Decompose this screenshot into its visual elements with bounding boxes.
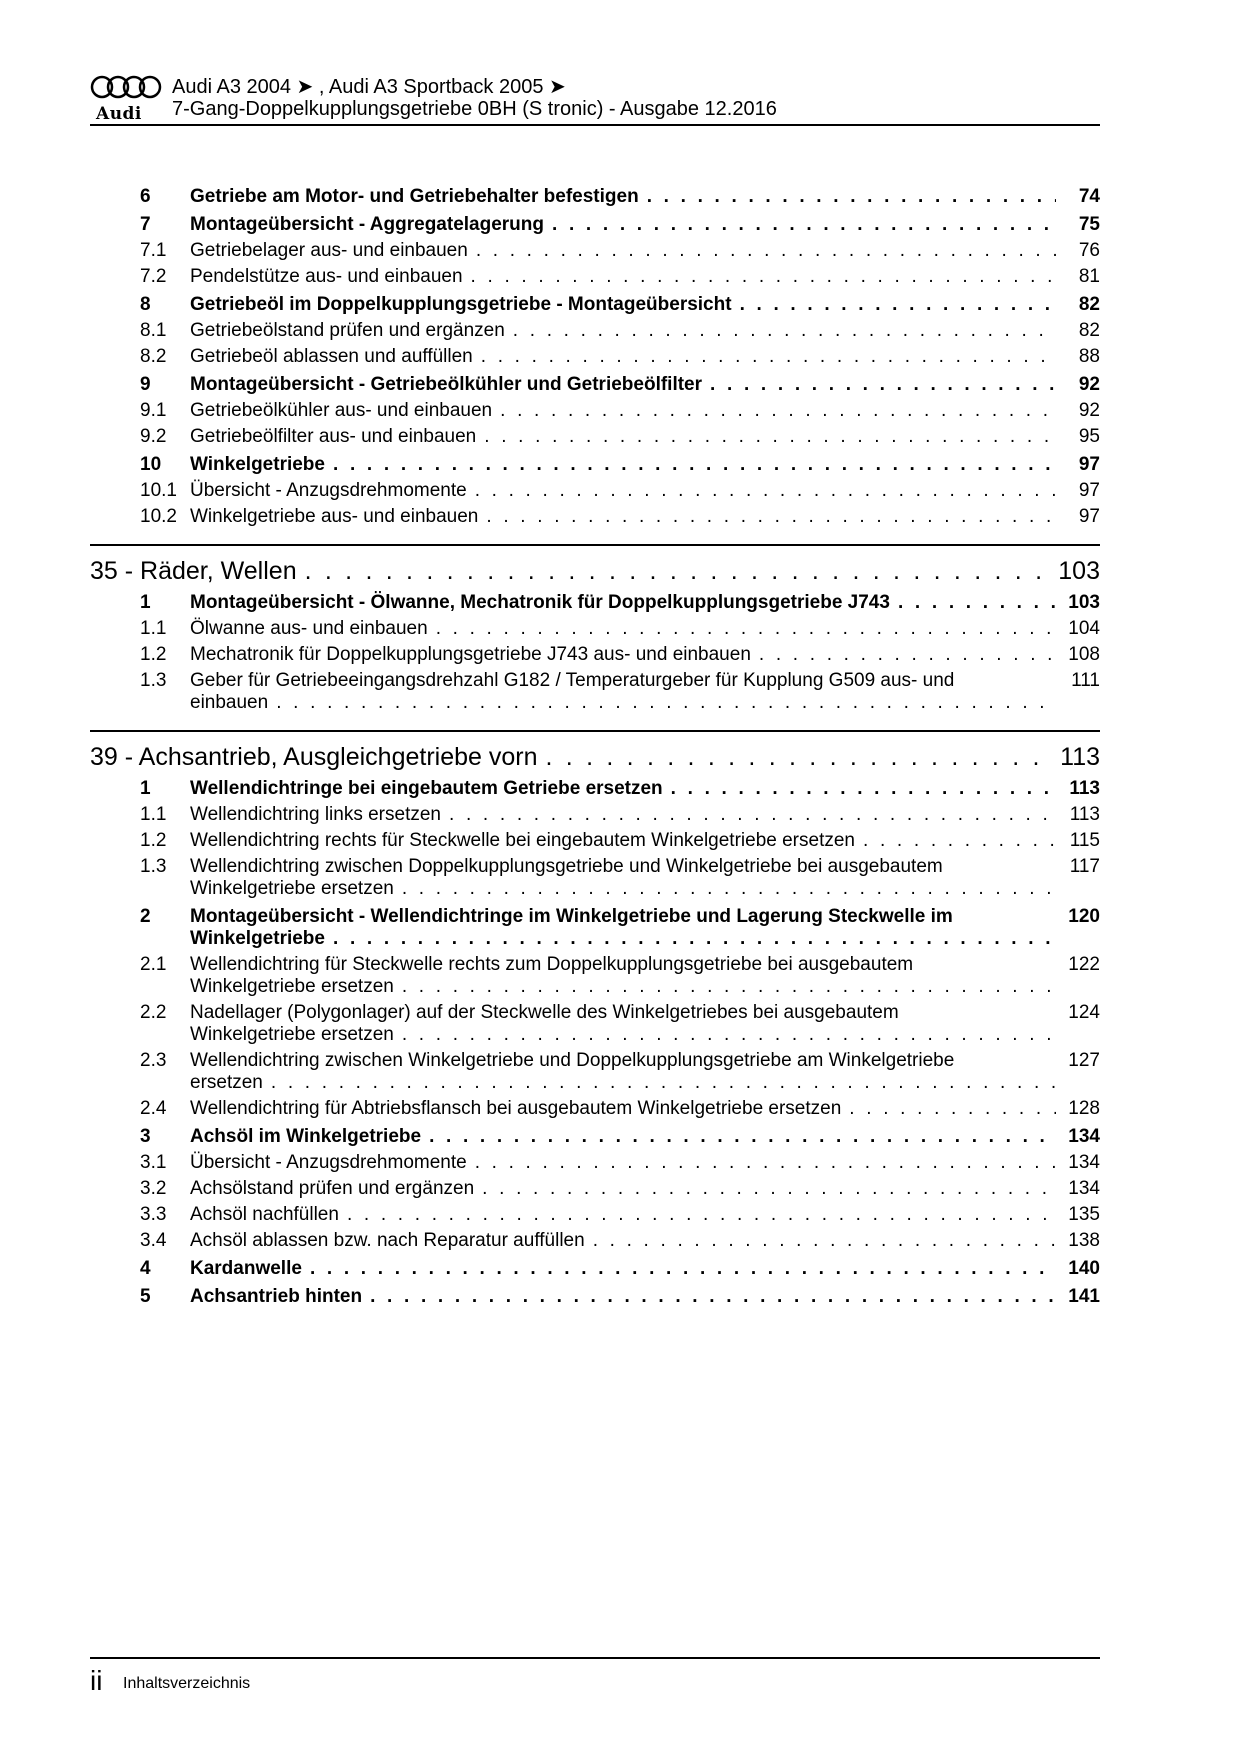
toc-entry-number: 1.2 bbox=[140, 830, 167, 851]
dot-leader bbox=[863, 830, 1056, 852]
toc-entry-title-line: Ölwanne aus- und einbauen bbox=[190, 618, 428, 639]
toc-row[interactable] bbox=[90, 1230, 1100, 1252]
toc-entry-number: 10.1 bbox=[140, 480, 177, 501]
toc-entry-title-line: Wellendichtring für Steckwelle rechts zum Doppelkupplungsgetriebe bei ausgebautem bbox=[190, 954, 914, 975]
dot-leader bbox=[481, 346, 1056, 368]
toc-entry-number: 4 bbox=[140, 1258, 151, 1279]
toc-entry-title-line: Montageübersicht - Ölwanne, Mechatronik für Doppelkupplungsgetriebe J743 bbox=[190, 592, 890, 613]
toc-entry-title-line: Achsöl nachfüllen bbox=[190, 1204, 339, 1225]
toc-entry-title-line: Getriebeölstand prüfen und ergänzen bbox=[190, 320, 505, 341]
dot-leader bbox=[475, 1152, 1056, 1174]
dot-leader bbox=[475, 480, 1056, 502]
toc-entry-title-line: Montageübersicht - Wellendichtringe im Winkelgetriebe und Lagerung Steckwelle im bbox=[190, 906, 953, 927]
dot-leader bbox=[429, 1126, 1056, 1148]
toc-entry-number: 8.1 bbox=[140, 320, 167, 341]
toc-entry-title-line: Wellendichtring rechts für Steckwelle bei eingebautem Winkelgetriebe ersetzen bbox=[190, 830, 855, 851]
toc-entry-title bbox=[190, 480, 1064, 502]
dot-leader bbox=[500, 400, 1056, 422]
toc-entry-title bbox=[190, 506, 1064, 528]
toc-entry-number: 10.2 bbox=[140, 506, 177, 527]
toc-entry-title bbox=[190, 1126, 1064, 1148]
toc-entry-number: 9.1 bbox=[140, 400, 167, 421]
toc-row[interactable] bbox=[90, 618, 1100, 640]
toc-page-number: 103 bbox=[1068, 592, 1100, 613]
toc-row[interactable] bbox=[90, 1098, 1100, 1120]
toc-entry-number: 2 bbox=[140, 906, 151, 927]
toc-entry-title-line: Achsantrieb hinten bbox=[190, 1286, 363, 1307]
toc-page-number: 111 bbox=[1071, 670, 1100, 691]
toc-entry-title-line: Winkelgetriebe ersetzen bbox=[190, 1024, 394, 1045]
toc-chapter-row[interactable] bbox=[90, 730, 1100, 772]
toc-entry-title-line: Getriebe am Motor- und Getriebehalter befestigen bbox=[190, 186, 639, 207]
toc-entry-number: 1.3 bbox=[140, 856, 167, 877]
toc-entry-number: 2.3 bbox=[140, 1050, 167, 1071]
toc-page-number: 97 bbox=[1078, 454, 1100, 475]
toc-entry-number: 9 bbox=[140, 374, 151, 395]
toc-page-number: 95 bbox=[1078, 426, 1100, 447]
toc-page-number: 141 bbox=[1068, 1286, 1100, 1307]
toc-row[interactable] bbox=[90, 1258, 1100, 1280]
toc-page-number: 113 bbox=[1069, 804, 1100, 825]
toc-page-number: 134 bbox=[1068, 1126, 1100, 1147]
toc-entry-title-line: Getriebelager aus- und einbauen bbox=[190, 240, 468, 261]
toc-page-number: 82 bbox=[1078, 294, 1100, 315]
toc-entry-title bbox=[190, 240, 1064, 262]
toc-entry-title bbox=[190, 266, 1064, 288]
toc-row[interactable] bbox=[90, 856, 1100, 900]
toc-page-number: 82 bbox=[1078, 320, 1100, 341]
dot-leader bbox=[546, 742, 1045, 772]
toc-entry-title-line: Achsöl ablassen bzw. nach Reparatur auffüllen bbox=[190, 1230, 585, 1251]
toc-entry-title bbox=[190, 1050, 1064, 1094]
toc-entry-title-line: Geber für Getriebeeingangsdrehzahl G182 / Temperaturgeber für Kupplung G509 aus- und bbox=[190, 670, 955, 691]
page-header bbox=[90, 70, 1100, 126]
toc-entry-title-line: Übersicht - Anzugsdrehmomente bbox=[190, 480, 467, 501]
toc-entry-number: 10 bbox=[140, 454, 162, 475]
toc-row[interactable] bbox=[90, 1152, 1100, 1174]
toc-entry-title-line: Pendelstütze aus- und einbauen bbox=[190, 266, 463, 287]
toc-entry-title-line: ersetzen bbox=[190, 1072, 263, 1093]
dot-leader bbox=[333, 928, 1056, 950]
toc-page-number: 103 bbox=[1058, 557, 1100, 585]
dot-leader bbox=[305, 556, 1044, 586]
dot-leader bbox=[710, 374, 1056, 396]
toc-row[interactable] bbox=[90, 346, 1100, 368]
toc-entry-title bbox=[190, 1098, 1064, 1120]
toc-entry-title-line: Übersicht - Anzugsdrehmomente bbox=[190, 1152, 467, 1173]
toc-entry-title bbox=[190, 374, 1064, 396]
toc-entry-number: 8.2 bbox=[140, 346, 167, 367]
dot-leader bbox=[898, 592, 1056, 614]
toc-entry-title bbox=[190, 346, 1064, 368]
dot-leader bbox=[402, 878, 1056, 900]
toc-row[interactable] bbox=[90, 214, 1100, 236]
table-of-contents bbox=[90, 180, 1100, 1308]
toc-page-number: 92 bbox=[1078, 374, 1100, 395]
dot-leader bbox=[552, 214, 1056, 236]
toc-chapter-row[interactable] bbox=[90, 544, 1100, 586]
toc-entry-title bbox=[190, 1204, 1064, 1226]
toc-entry-title-line: Achsölstand prüfen und ergänzen bbox=[190, 1178, 475, 1199]
dot-leader bbox=[647, 186, 1056, 208]
toc-page-number: 140 bbox=[1068, 1258, 1100, 1279]
toc-row[interactable] bbox=[90, 1126, 1100, 1148]
toc-entry-number: 1.3 bbox=[140, 670, 167, 691]
toc-entry-number: 7 bbox=[140, 214, 151, 235]
footer-page-number: ii bbox=[90, 1665, 103, 1696]
dot-leader bbox=[276, 692, 1056, 714]
toc-entry-title bbox=[190, 1178, 1064, 1200]
dot-leader bbox=[333, 454, 1056, 476]
toc-entry-title bbox=[190, 856, 1064, 900]
dot-leader bbox=[476, 240, 1056, 262]
toc-entry-title bbox=[190, 400, 1064, 422]
header-model-line: Audi A3 2004 ➤ , Audi A3 Sportback 2005 ➤ bbox=[172, 76, 566, 98]
toc-entry-title bbox=[190, 778, 1064, 800]
toc-entry-number: 5 bbox=[140, 1286, 151, 1307]
toc-row[interactable] bbox=[90, 426, 1100, 448]
toc-row[interactable] bbox=[90, 374, 1100, 396]
toc-entry-title-line: 39 - Achsantrieb, Ausgleichgetriebe vorn bbox=[90, 743, 538, 771]
toc-entry-title-line: Montageübersicht - Getriebeölkühler und Getriebeölfilter bbox=[190, 374, 703, 395]
toc-row[interactable] bbox=[90, 1204, 1100, 1226]
toc-page-number: 117 bbox=[1069, 856, 1100, 877]
toc-row[interactable] bbox=[90, 480, 1100, 502]
toc-entry-title-line: Winkelgetriebe bbox=[190, 928, 325, 949]
toc-row[interactable] bbox=[90, 804, 1100, 826]
toc-entry-title-line: Wellendichtring zwischen Doppelkupplungsgetriebe und Winkelgetriebe bei ausgebautem bbox=[190, 856, 943, 877]
toc-entry-title bbox=[190, 644, 1064, 666]
toc-row[interactable] bbox=[90, 400, 1100, 422]
toc-row[interactable] bbox=[90, 294, 1100, 316]
toc-row[interactable] bbox=[90, 778, 1100, 800]
toc-page-number: 128 bbox=[1068, 1098, 1100, 1119]
audi-wordmark: Audi bbox=[96, 104, 142, 124]
toc-entry-title bbox=[190, 618, 1064, 640]
toc-entry-title-line: Kardanwelle bbox=[190, 1258, 302, 1279]
toc-page-number: 135 bbox=[1068, 1204, 1100, 1225]
dot-leader bbox=[402, 976, 1056, 998]
dot-leader bbox=[740, 294, 1056, 316]
toc-entry-title bbox=[190, 454, 1064, 476]
toc-row[interactable] bbox=[90, 266, 1100, 288]
toc-row[interactable] bbox=[90, 240, 1100, 262]
toc-page-number: 122 bbox=[1068, 954, 1100, 975]
toc-entry-title bbox=[190, 1002, 1064, 1046]
toc-entry-title bbox=[190, 670, 1064, 714]
toc-entry-title-line: Getriebeölfilter aus- und einbauen bbox=[190, 426, 477, 447]
toc-row[interactable] bbox=[90, 186, 1100, 208]
page-footer bbox=[90, 1657, 1100, 1696]
toc-row[interactable] bbox=[90, 1286, 1100, 1308]
dot-leader bbox=[449, 804, 1056, 826]
toc-entry-title bbox=[190, 954, 1064, 998]
toc-row[interactable] bbox=[90, 1050, 1100, 1094]
toc-page-number: 127 bbox=[1068, 1050, 1100, 1071]
toc-entry-title-line: Winkelgetriebe ersetzen bbox=[190, 878, 394, 899]
toc-row[interactable] bbox=[90, 1178, 1100, 1200]
toc-entry-title-line: Nadellager (Polygonlager) auf der Steckwelle des Winkelgetriebes bei ausgebautem bbox=[190, 1002, 899, 1023]
toc-entry-title bbox=[90, 742, 1052, 772]
toc-entry-title bbox=[190, 804, 1064, 826]
toc-entry-title bbox=[190, 186, 1064, 208]
toc-row[interactable] bbox=[90, 1002, 1100, 1046]
toc-row[interactable] bbox=[90, 592, 1100, 614]
dot-leader bbox=[370, 1286, 1056, 1308]
toc-page-number: 88 bbox=[1078, 346, 1100, 367]
toc-row[interactable] bbox=[90, 506, 1100, 528]
toc-entry-title-line: Mechatronik für Doppelkupplungsgetriebe J743 aus- und einbauen bbox=[190, 644, 751, 665]
toc-entry-title bbox=[190, 1230, 1064, 1252]
toc-page-number: 115 bbox=[1069, 830, 1100, 851]
toc-entry-number: 2.2 bbox=[140, 1002, 167, 1023]
toc-page-number: 81 bbox=[1078, 266, 1100, 287]
header-edition-line: 7-Gang-Doppelkupplungsgetriebe 0BH (S tronic) - Ausgabe 12.2016 bbox=[172, 98, 777, 120]
toc-entry-title-line: Getriebeöl ablassen und auffüllen bbox=[190, 346, 473, 367]
dot-leader bbox=[593, 1230, 1056, 1252]
audi-rings-icon bbox=[90, 74, 162, 100]
toc-entry-number: 7.1 bbox=[140, 240, 167, 261]
toc-page-number: 92 bbox=[1078, 400, 1100, 421]
toc-entry-title bbox=[190, 294, 1064, 316]
toc-entry-number: 3.3 bbox=[140, 1204, 167, 1225]
toc-row[interactable] bbox=[90, 644, 1100, 666]
toc-entry-number: 3 bbox=[140, 1126, 151, 1147]
toc-page-number: 108 bbox=[1068, 644, 1100, 665]
toc-entry-number: 1.2 bbox=[140, 644, 167, 665]
dot-leader bbox=[271, 1072, 1056, 1094]
toc-entry-title-line: Montageübersicht - Aggregatelagerung bbox=[190, 214, 544, 235]
toc-entry-number: 3.4 bbox=[140, 1230, 167, 1251]
toc-entry-number: 6 bbox=[140, 186, 151, 207]
dot-leader bbox=[486, 506, 1056, 528]
toc-page-number: 74 bbox=[1078, 186, 1100, 207]
toc-row[interactable] bbox=[90, 454, 1100, 476]
toc-page-number: 75 bbox=[1078, 214, 1100, 235]
toc-row[interactable] bbox=[90, 830, 1100, 852]
toc-entry-title bbox=[190, 320, 1064, 342]
dot-leader bbox=[671, 778, 1056, 800]
toc-page-number: 97 bbox=[1078, 506, 1100, 527]
toc-entry-title bbox=[190, 426, 1064, 448]
audi-logo bbox=[90, 74, 162, 122]
toc-entry-title bbox=[190, 592, 1064, 614]
toc-page-number: 134 bbox=[1068, 1178, 1100, 1199]
dot-leader bbox=[402, 1024, 1056, 1046]
toc-entry-number: 1.1 bbox=[140, 618, 167, 639]
dot-leader bbox=[436, 618, 1056, 640]
toc-row[interactable] bbox=[90, 670, 1100, 714]
toc-entry-title-line: Winkelgetriebe ersetzen bbox=[190, 976, 394, 997]
toc-entry-title bbox=[190, 1258, 1064, 1280]
dot-leader bbox=[310, 1258, 1056, 1280]
dot-leader bbox=[347, 1204, 1056, 1226]
toc-page-number: 97 bbox=[1078, 480, 1100, 501]
toc-entry-number: 1 bbox=[140, 778, 151, 799]
toc-page-number: 134 bbox=[1068, 1152, 1100, 1173]
toc-entry-number: 1.1 bbox=[140, 804, 167, 825]
dot-leader bbox=[849, 1098, 1056, 1120]
toc-entry-title-line: 35 - Räder, Wellen bbox=[90, 557, 297, 585]
toc-entry-title bbox=[190, 1286, 1064, 1308]
toc-entry-number: 7.2 bbox=[140, 266, 167, 287]
toc-entry-number: 8 bbox=[140, 294, 151, 315]
toc-entry-title bbox=[190, 906, 1064, 950]
toc-page-number: 104 bbox=[1068, 618, 1100, 639]
dot-leader bbox=[484, 426, 1056, 448]
toc-entry-number: 3.2 bbox=[140, 1178, 167, 1199]
toc-entry-title-line: Achsöl im Winkelgetriebe bbox=[190, 1126, 422, 1147]
toc-page-number: 138 bbox=[1068, 1230, 1100, 1251]
dot-leader bbox=[471, 266, 1056, 288]
toc-entry-title bbox=[190, 830, 1064, 852]
toc-entry-title-line: Wellendichtring links ersetzen bbox=[190, 804, 441, 825]
toc-entry-title-line: Getriebeölkühler aus- und einbauen bbox=[190, 400, 493, 421]
dot-leader bbox=[759, 644, 1056, 666]
footer-label: Inhaltsverzeichnis bbox=[123, 1675, 251, 1692]
toc-entry-title-line: Getriebeöl im Doppelkupplungsgetriebe - Montageübersicht bbox=[190, 294, 732, 315]
toc-entry-title-line: Wellendichtringe bei eingebautem Getriebe ersetzen bbox=[190, 778, 663, 799]
toc-page-number: 76 bbox=[1078, 240, 1100, 261]
toc-entry-title bbox=[90, 556, 1052, 586]
dot-leader bbox=[513, 320, 1056, 342]
dot-leader bbox=[482, 1178, 1056, 1200]
toc-entry-number: 2.4 bbox=[140, 1098, 167, 1119]
toc-entry-number: 1 bbox=[140, 592, 151, 613]
toc-entry-title bbox=[190, 214, 1064, 236]
toc-entry-title-line: Wellendichtring zwischen Winkelgetriebe und Doppelkupplungsgetriebe am Winkelgetriebe bbox=[190, 1050, 955, 1071]
toc-row[interactable] bbox=[90, 320, 1100, 342]
toc-row[interactable] bbox=[90, 906, 1100, 950]
toc-entry-title-line: Winkelgetriebe aus- und einbauen bbox=[190, 506, 479, 527]
toc-row[interactable] bbox=[90, 954, 1100, 998]
toc-page-number: 124 bbox=[1068, 1002, 1100, 1023]
toc-page-number: 113 bbox=[1069, 778, 1100, 799]
toc-page-number: 113 bbox=[1060, 743, 1100, 771]
toc-entry-title bbox=[190, 1152, 1064, 1174]
toc-entry-title-line: einbauen bbox=[190, 692, 269, 713]
toc-page-number: 120 bbox=[1068, 906, 1100, 927]
toc-entry-number: 9.2 bbox=[140, 426, 167, 447]
toc-entry-number: 3.1 bbox=[140, 1152, 167, 1173]
toc-entry-title-line: Winkelgetriebe bbox=[190, 454, 325, 475]
toc-entry-number: 2.1 bbox=[140, 954, 167, 975]
toc-entry-title-line: Wellendichtring für Abtriebsflansch bei ausgebautem Winkelgetriebe ersetzen bbox=[190, 1098, 842, 1119]
